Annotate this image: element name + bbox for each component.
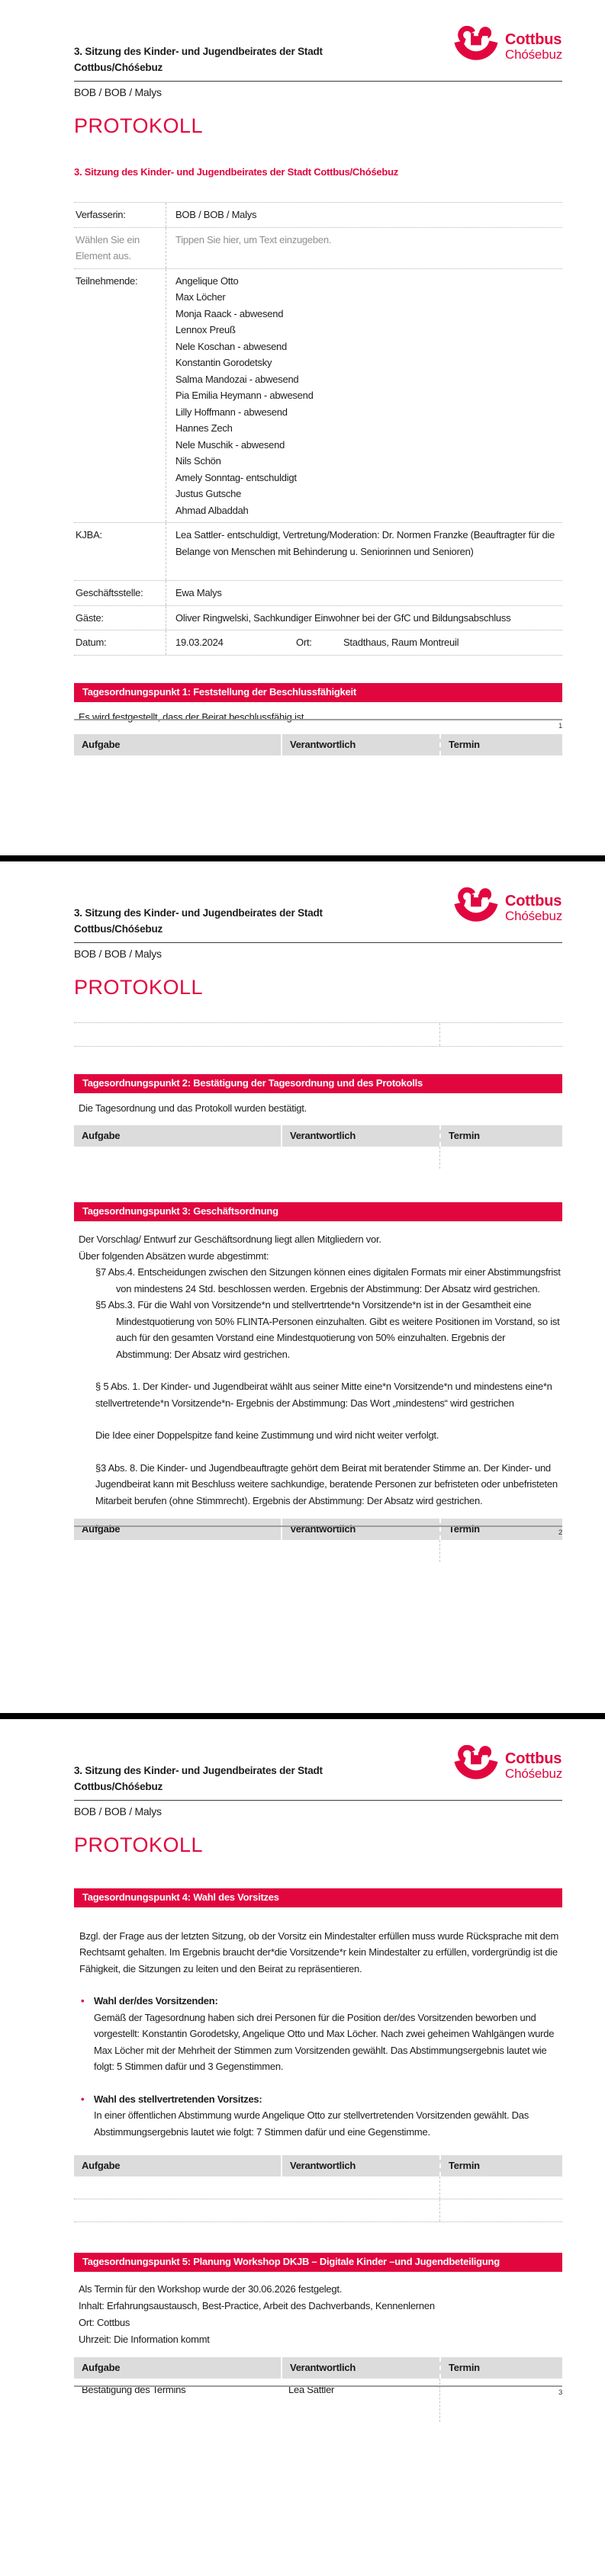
top5-line-ort: Ort: Cottbus xyxy=(79,2317,130,2328)
page-number: 1 xyxy=(558,722,562,730)
geschaeftsstelle-label: Geschäftsstelle: xyxy=(76,587,143,598)
column-header-verantwortlich: Verantwortlich xyxy=(281,734,439,755)
participant: Pia Emilia Heymann - abwesend xyxy=(175,390,314,401)
document-title-line1: 3. Sitzung des Kinder- und Jugendbeirates der Stadt xyxy=(74,46,323,57)
info-row-datum xyxy=(74,630,562,656)
kjba-value: Lea Sattler- entschuldigt, Vertretung/Moderation: Dr. Normen Franzke (Beauftragter für die Belange von Menschen mit Behinderung u. Seniorinnen und Senioren) xyxy=(166,523,562,580)
document-type-heading: PROTOKOLL xyxy=(74,1833,204,1856)
participant: Nils Schön xyxy=(175,455,221,467)
participant: Ahmad Albaddah xyxy=(175,504,249,516)
top2-body: Die Tagesordnung und das Protokoll wurden bestätigt. xyxy=(79,1102,307,1114)
footer-divider xyxy=(74,1525,562,1527)
document-header xyxy=(74,861,562,999)
column-header-termin: Termin xyxy=(439,734,562,755)
datum-value-group xyxy=(166,630,562,655)
page-number: 2 xyxy=(558,1529,562,1537)
text-input-placeholder[interactable]: Tippen Sie hier, um Text einzugeben. xyxy=(166,228,562,268)
participant: Amely Sonntag- entschuldigt xyxy=(175,471,297,483)
header-divider xyxy=(74,1800,562,1801)
column-header-aufgabe: Aufgabe xyxy=(82,2160,121,2171)
logo-title: Cottbus xyxy=(505,1750,562,1767)
top3-para4: Die Idee einer Doppelspitze fand keine Zustimmung und wird nicht weiter verfolgt. xyxy=(95,1429,439,1441)
participant: Konstantin Gorodetsky xyxy=(175,357,272,368)
document-type-heading: PROTOKOLL xyxy=(74,975,204,999)
page-footer xyxy=(74,2385,562,2397)
teilnehmende-list xyxy=(166,269,562,523)
meeting-title: 3. Sitzung des Kinder- und Jugendbeirates der Stadt Cottbus/Chóśebuz xyxy=(74,165,399,178)
top2-task-header xyxy=(74,1125,562,1147)
page-1 xyxy=(0,0,605,855)
participant: Salma Mandozai - abwesend xyxy=(175,373,299,385)
bullet-icon: • xyxy=(81,1995,85,2007)
ort-label: Ort: xyxy=(296,637,312,648)
cottbus-logo-icon xyxy=(454,1745,498,1786)
top3-intro2: Über folgenden Absätzen wurde abgestimmt: xyxy=(79,1250,269,1262)
top5-banner: Tagesordnungspunkt 5: Planung Workshop DKJB – Digitale Kinder –und Jugendbeteiligung xyxy=(74,2253,562,2272)
document-title-line2: Cottbus/Chóśebuz xyxy=(74,923,163,935)
ort-value: Stadthaus, Raum Montreuil xyxy=(343,637,459,648)
bullet-title: Wahl des stellvertretenden Vorsitzes: xyxy=(94,2093,262,2105)
column-header-verantwortlich: Verantwortlich xyxy=(281,2357,439,2379)
logo-wordmark xyxy=(505,1751,562,1781)
kjba-label: KJBA: xyxy=(76,529,102,541)
meeting-info-table xyxy=(74,202,562,656)
info-row-gaeste xyxy=(74,605,562,630)
column-header-termin: Termin xyxy=(439,1519,562,1540)
top3-item2: §5 Abs.3. Für die Wahl von Vorsitzende*n und stellvertrtende*n Vorsitzende*n ist in der Gesamtheit eine Mindestquotierung von 50% FLINTA-Personen einzuhalten. Gibt es weitere Positionen im Vorstand, so ist auch für den gesamten Vorstand eine Mindestquotierung von 50% einzuhalten. Ergebnis der Abstimmung: Der Absatz wird gestrichen. xyxy=(95,1299,560,1360)
column-header-aufgabe: Aufgabe xyxy=(82,739,121,750)
empty-task-row xyxy=(74,2199,562,2222)
top3-para5: §3 Abs. 8. Die Kinder- und Jugendbeauftragte gehört dem Beirat mit beratender Stimme an. Der Kinder- und Jugendbeirat kann mit Beschluss weitere sachkundige, beratende Personen zur befristeten oder unbefristeten Mitarbeit berufen (ohne Stimmrecht). Ergebnis der Abstimmung: Der Absatz wird gestrichen. xyxy=(95,1461,558,1506)
continued-row-termin xyxy=(439,1023,562,1046)
page-footer xyxy=(74,1525,562,1537)
document-type-heading: PROTOKOLL xyxy=(74,114,204,137)
top1-body: Es wird festgestellt, dass der Beirat beschlussfähig ist. xyxy=(79,711,307,723)
column-header-termin: Termin xyxy=(439,2155,562,2177)
column-header-aufgabe: Aufgabe xyxy=(82,2362,121,2373)
document-title xyxy=(74,43,402,75)
bullet-text: In einer öffentlichen Abstimmung wurde Angelique Otto zur stellvertretenden Vorsitzenden gewählt. Das Abstimmungsergebnis lautet wie folgt: 7 Stimmen dafür und eine Gegenstimme. xyxy=(94,2109,529,2138)
top5-task-header xyxy=(74,2357,562,2379)
document-title-line2: Cottbus/Chóśebuz xyxy=(74,62,163,73)
participant: Nele Muschik - abwesend xyxy=(175,438,285,451)
info-row-teilnehmende xyxy=(74,268,562,523)
header-authors: BOB / BOB / Malys xyxy=(74,86,162,98)
bullet-wahl-stellv-vorsitz xyxy=(81,2091,562,2141)
logo-subtitle: Chóśebuz xyxy=(505,47,562,62)
column-header-verantwortlich: Verantwortlich xyxy=(281,2155,439,2177)
task-aufgabe: Bestätigung des Termins xyxy=(82,2384,186,2395)
page-gap xyxy=(0,1713,605,1719)
top4-task-header xyxy=(74,2155,562,2177)
column-header-termin: Termin xyxy=(439,2357,562,2379)
column-header-verantwortlich: Verantwortlich xyxy=(281,1125,439,1147)
document-header xyxy=(74,1719,562,1856)
verfasserin-label: Verfasserin: xyxy=(76,209,126,220)
column-header-termin: Termin xyxy=(439,1125,562,1147)
cottbus-logo xyxy=(454,1745,562,1786)
top4-intro: Bzgl. der Frage aus der letzten Sitzung, ob der Vorsitz ein Mindestalter erfüllen muss wurde Rücksprache mit dem Rechtsamt gehalten. Im Ergebnis braucht der*die Vorsitzende*r kein Mindestalter zu erfüllen, vordergründig ist die Fähigkeit, die Sitzungen zu leiten und den Beirat zu repräsentieren. xyxy=(79,1930,559,1975)
datum-label: Datum: xyxy=(76,637,107,648)
participant: Hannes Zech xyxy=(175,422,233,434)
top5-line-uhrzeit: Uhrzeit: Die Information kommt xyxy=(79,2334,210,2345)
top2-banner: Tagesordnungspunkt 2: Bestätigung der Tagesordnung und des Protokolls xyxy=(74,1074,562,1093)
logo-wordmark xyxy=(505,893,562,923)
logo-subtitle: Chóśebuz xyxy=(505,908,562,923)
cottbus-logo xyxy=(454,887,562,929)
participant: Justus Gutsche xyxy=(175,488,242,499)
page-3 xyxy=(0,1719,605,2576)
participant: Lennox Preuß xyxy=(175,324,236,335)
top3-intro1: Der Vorschlag/ Entwurf zur Geschäftsordnung liegt allen Mitgliedern vor. xyxy=(79,1233,381,1245)
gaeste-value: Oliver Ringwelski, Sachkundiger Einwohner bei der GfC und Bildungsabschluss xyxy=(166,606,562,630)
top3-para3: § 5 Abs. 1. Der Kinder- und Jugendbeirat wählt aus seiner Mitte eine*n Vorsitzende*n und mindestens eine*n stellvertretende*n Vorsitzende*n- Ergebnis der Abstimmung: Das Wort „mindestens“ wird gestrichen xyxy=(95,1381,552,1409)
header-authors: BOB / BOB / Malys xyxy=(74,948,162,960)
teilnehmende-label: Teilnehmende: xyxy=(76,274,138,287)
logo-title: Cottbus xyxy=(505,30,562,48)
document-header xyxy=(74,0,562,137)
page-footer xyxy=(74,719,562,730)
logo-subtitle: Chóśebuz xyxy=(505,1766,562,1781)
document-title-line1: 3. Sitzung des Kinder- und Jugendbeirates der Stadt xyxy=(74,1765,323,1776)
footer-divider xyxy=(74,719,562,720)
top5-line-termin: Als Termin für den Workshop wurde der 30.06.2026 festgelegt. xyxy=(79,2283,343,2295)
info-row-verfasserin xyxy=(74,202,562,227)
participant: Max Löcher xyxy=(175,291,226,303)
participant: Nele Koschan - abwesend xyxy=(175,340,288,352)
geschaeftsstelle-value: Ewa Malys xyxy=(166,581,562,605)
bullet-title: Wahl der/des Vorsitzenden: xyxy=(94,1995,218,2007)
top1-task-header xyxy=(74,734,562,755)
dropdown-placeholder[interactable]: Wählen Sie ein Element aus. xyxy=(76,233,140,261)
empty-task-row xyxy=(74,1540,562,1562)
verfasserin-value: BOB / BOB / Malys xyxy=(166,203,562,227)
bullet-wahl-vorsitz xyxy=(81,1993,562,2075)
top3-item1: §7 Abs.4. Entscheidungen zwischen den Sitzungen können eines digitalen Formats mir einer Abstimmungsfrist von mindestens 24 Std. beschlossen werden. Ergebnis der Abstimmung: Der Absatz wird gestrichen. xyxy=(95,1266,561,1294)
bullet-text: Gemäß der Tagesordnung haben sich drei Personen für die Position der/des Vorsitzenden beworben und vorgestellt: Konstantin Gorodetsky, Angelique Otto und Max Löcher. Nach zwei geheimen Wahlgängen wurde Max Löcher mit der Mehrheit der Stimmen zum Vorsitzenden gewählt. Das Abstimmungsergebnis lautet wie folgt: 5 Stimmen dafür und 3 Gegenstimmen. xyxy=(94,2011,555,2072)
cottbus-logo xyxy=(454,26,562,67)
empty-task-row xyxy=(74,1147,562,1169)
footer-divider xyxy=(74,2385,562,2387)
top4-banner: Tagesordnungspunkt 4: Wahl des Vorsitzes xyxy=(74,1888,562,1907)
top1-banner: Tagesordnungspunkt 1: Feststellung der Beschlussfähigkeit xyxy=(74,683,562,702)
header-authors: BOB / BOB / Malys xyxy=(74,1805,162,1817)
header-divider xyxy=(74,942,562,943)
info-row-kjba xyxy=(74,522,562,580)
document-title-line1: 3. Sitzung des Kinder- und Jugendbeirates der Stadt xyxy=(74,907,323,919)
participant: Angelique Otto xyxy=(175,274,239,287)
header-divider xyxy=(74,81,562,82)
empty-task-row xyxy=(74,2177,562,2199)
continued-row-left xyxy=(74,1023,439,1046)
top3-banner: Tagesordnungspunkt 3: Geschäftsordnung xyxy=(74,1202,562,1221)
logo-title: Cottbus xyxy=(505,892,562,909)
cottbus-logo-icon xyxy=(454,26,498,67)
document-title xyxy=(74,905,402,937)
info-row-geschaeftsstelle xyxy=(74,580,562,605)
document-title xyxy=(74,1763,402,1795)
participant: Lilly Hoffmann - abwesend xyxy=(175,406,288,418)
info-row-placeholder xyxy=(74,227,562,268)
page-gap xyxy=(0,855,605,861)
column-header-aufgabe: Aufgabe xyxy=(82,1130,121,1141)
page-2 xyxy=(0,861,605,1713)
cottbus-logo-icon xyxy=(454,887,498,929)
page-number: 3 xyxy=(558,2388,562,2397)
document-title-line2: Cottbus/Chóśebuz xyxy=(74,1781,163,1792)
top5-line-inhalt: Inhalt: Erfahrungsaustausch, Best-Practice, Arbeit des Dachverbands, Kennenlernen xyxy=(79,2300,435,2311)
task-verantwortlich: Lea Sattler xyxy=(288,2384,335,2395)
bullet-icon: • xyxy=(81,2093,85,2105)
gaeste-label: Gäste: xyxy=(76,611,104,624)
continued-empty-task-row xyxy=(74,1022,562,1047)
logo-wordmark xyxy=(505,32,562,62)
column-header-verantwortlich: Verantwortlich xyxy=(281,1519,439,1540)
datum-value: 19.03.2024 xyxy=(175,637,224,648)
column-header-aufgabe: Aufgabe xyxy=(82,1523,121,1535)
participant: Monja Raack - abwesend xyxy=(175,307,284,319)
